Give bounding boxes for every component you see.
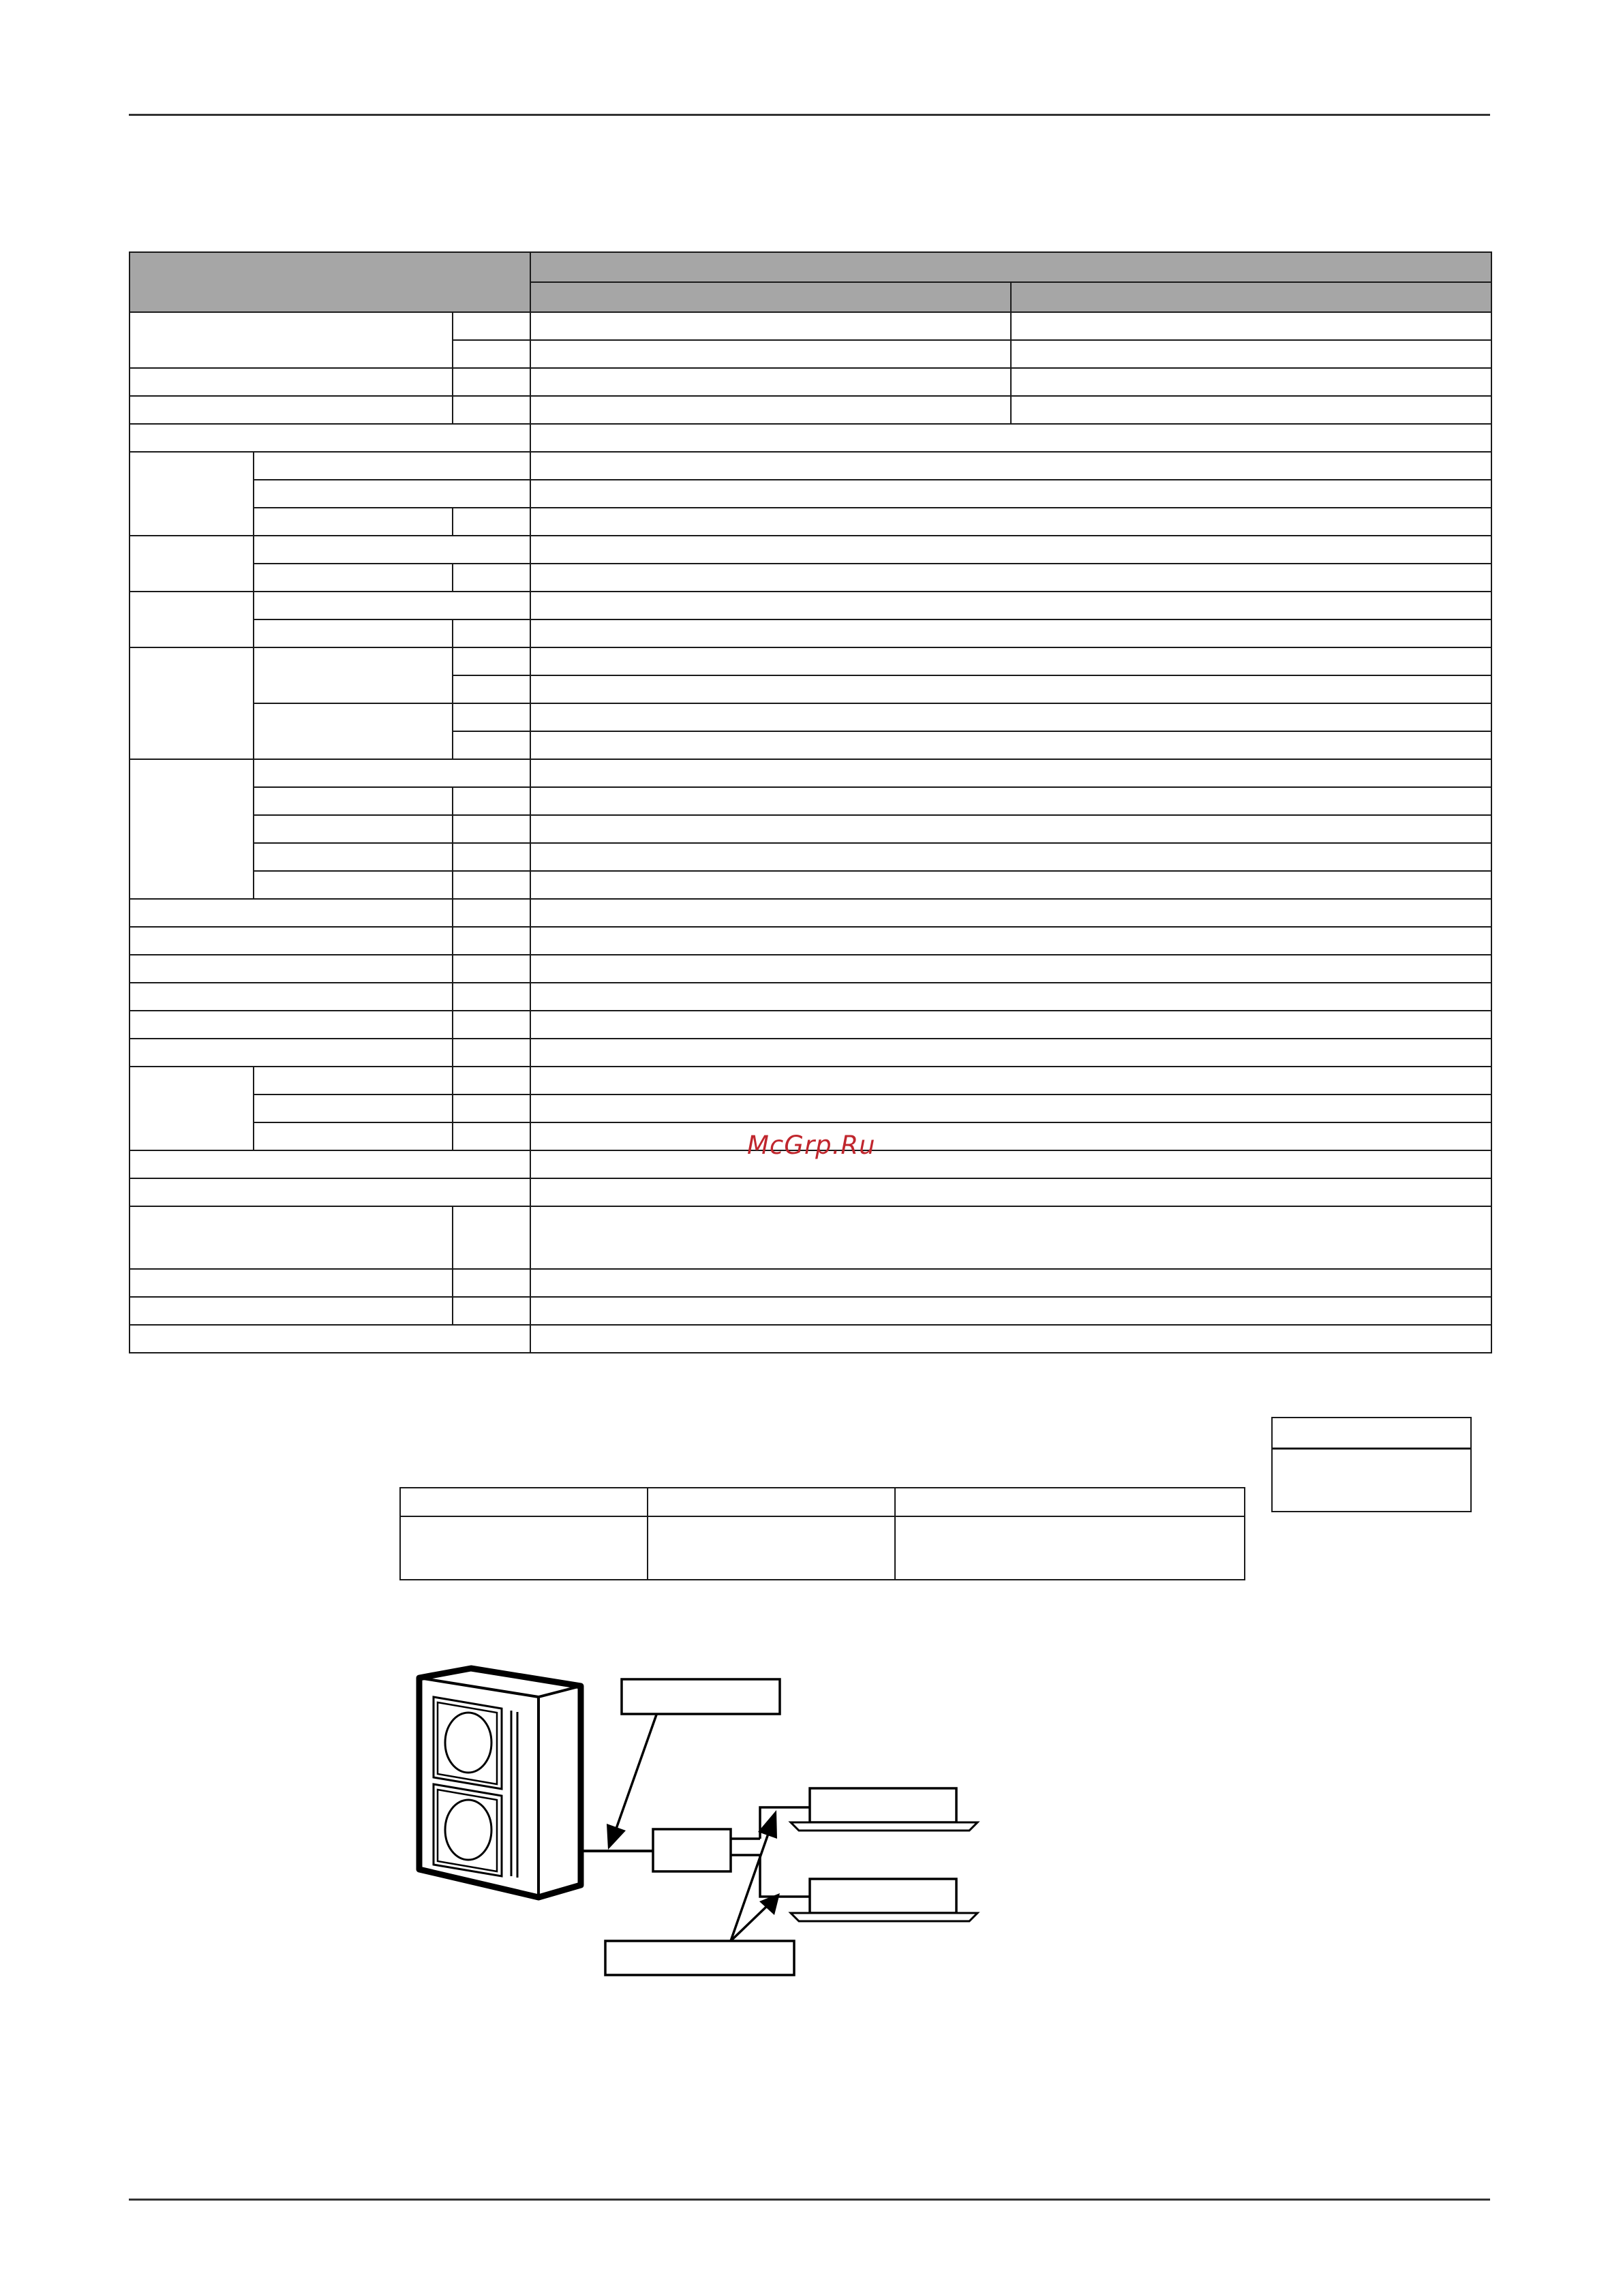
table-row <box>130 787 1491 815</box>
table-row <box>130 592 1491 619</box>
table-row <box>130 312 1491 340</box>
specification-table <box>129 251 1492 1353</box>
table-row <box>400 1488 1245 1516</box>
branch-joint-box <box>653 1829 731 1871</box>
table-row <box>130 396 1491 424</box>
table-row <box>130 1178 1491 1206</box>
table-row <box>130 899 1491 927</box>
table-row <box>130 1325 1491 1353</box>
header-model-group-cell <box>530 252 1491 282</box>
table-row <box>130 983 1491 1011</box>
table-row <box>130 564 1491 592</box>
table-row <box>130 1095 1491 1122</box>
table-row <box>130 759 1491 787</box>
top-label-box <box>622 1679 780 1714</box>
table-row <box>130 1269 1491 1297</box>
table-row <box>130 424 1491 452</box>
callout-arrow-shaft <box>731 1832 769 1941</box>
table-row <box>130 1039 1491 1067</box>
table-row <box>130 508 1491 536</box>
table-row <box>130 815 1491 843</box>
header-model-b-cell <box>1011 282 1491 312</box>
table-row <box>130 452 1491 480</box>
table-row <box>130 368 1491 396</box>
watermark-text: McGrp.Ru <box>747 1131 876 1160</box>
callout-arrow-head <box>607 1824 626 1850</box>
indoor-unit-icon <box>791 1788 977 1831</box>
table-row <box>130 843 1491 871</box>
footer-rule <box>129 2199 1490 2201</box>
table-row <box>130 1206 1491 1269</box>
table-row <box>130 1297 1491 1325</box>
header-rule <box>129 114 1490 116</box>
table-row <box>130 955 1491 983</box>
table-row <box>130 480 1491 508</box>
indoor-unit-icon <box>791 1879 977 1921</box>
table-row <box>130 536 1491 564</box>
side-note-box <box>1271 1417 1472 1512</box>
outdoor-unit-icon <box>419 1668 581 1897</box>
table-row <box>130 1067 1491 1095</box>
callout-arrow-shaft <box>616 1715 656 1831</box>
table-row <box>130 1011 1491 1039</box>
table-row <box>130 871 1491 899</box>
branch-pipe <box>760 1855 810 1897</box>
header-model-a-cell <box>530 282 1011 312</box>
bottom-label-box <box>605 1941 794 1975</box>
header-item-cell <box>130 252 530 312</box>
table-header-row <box>130 252 1491 282</box>
table-row <box>130 703 1491 731</box>
table-row <box>130 647 1491 675</box>
table-row <box>400 1516 1245 1580</box>
combination-table <box>399 1487 1245 1580</box>
system-diagram <box>409 1663 1009 1997</box>
table-row <box>130 927 1491 955</box>
side-note-divider <box>1273 1448 1470 1450</box>
table-row <box>130 619 1491 647</box>
